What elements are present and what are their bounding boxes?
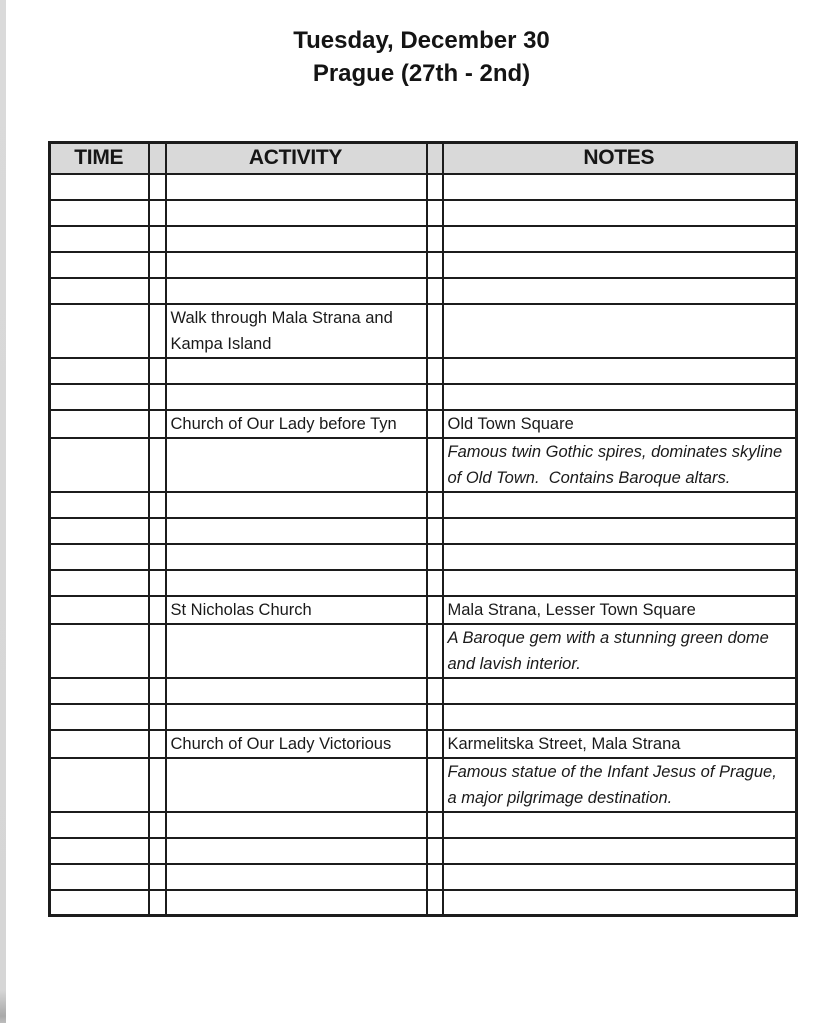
spacer-cell [149, 200, 166, 226]
time-cell [50, 812, 149, 838]
table-row [50, 544, 797, 570]
document-title-location: Prague (27th - 2nd) [312, 60, 531, 87]
page-edge-shadow [0, 0, 6, 1023]
activity-cell [166, 200, 427, 226]
activity-cell [166, 570, 427, 596]
spacer-cell [427, 596, 443, 624]
table-row [50, 226, 797, 252]
spacer-cell [149, 624, 166, 678]
table-row [50, 730, 797, 758]
activity-cell: Walk through Mala Strana and Kampa Island [166, 304, 427, 358]
spacer-cell [149, 438, 166, 492]
time-cell [50, 438, 149, 492]
notes-cell [443, 304, 797, 358]
notes-cell: Famous twin Gothic spires, dominates skyline of Old Town. Contains Baroque altars. [443, 438, 797, 492]
column-header-notes: NOTES [443, 143, 797, 174]
activity-cell [166, 438, 427, 492]
spacer-cell [427, 518, 443, 544]
spacer-cell [149, 890, 166, 916]
notes-cell [443, 812, 797, 838]
spacer-cell [427, 492, 443, 518]
header-spacer-cell [149, 143, 166, 174]
time-cell [50, 544, 149, 570]
table-row [50, 438, 797, 492]
spacer-cell [149, 174, 166, 200]
time-cell [50, 200, 149, 226]
time-cell [50, 174, 149, 200]
activity-cell [166, 812, 427, 838]
time-cell [50, 492, 149, 518]
activity-cell [166, 758, 427, 812]
table-row [50, 174, 797, 200]
activity-cell [166, 838, 427, 864]
time-cell [50, 358, 149, 384]
spacer-cell [427, 410, 443, 438]
notes-cell: Mala Strana, Lesser Town Square [443, 596, 797, 624]
time-cell [50, 730, 149, 758]
table-row [50, 678, 797, 704]
spacer-cell [427, 730, 443, 758]
notes-cell [443, 174, 797, 200]
table-row [50, 838, 797, 864]
notes-cell [443, 200, 797, 226]
spacer-cell [149, 678, 166, 704]
spacer-cell [149, 730, 166, 758]
activity-cell [166, 624, 427, 678]
activity-cell: Church of Our Lady before Tyn [166, 410, 427, 438]
spacer-cell [149, 492, 166, 518]
time-cell [50, 624, 149, 678]
spacer-cell [427, 624, 443, 678]
time-cell [50, 704, 149, 730]
spacer-cell [149, 838, 166, 864]
notes-cell [443, 226, 797, 252]
spacer-cell [149, 410, 166, 438]
column-header-time: TIME [50, 143, 149, 174]
activity-cell: Church of Our Lady Victorious [166, 730, 427, 758]
header-spacer-cell [427, 143, 443, 174]
spacer-cell [427, 704, 443, 730]
activity-cell [166, 358, 427, 384]
table-row [50, 304, 797, 358]
spacer-cell [149, 278, 166, 304]
time-cell [50, 304, 149, 358]
table-row [50, 252, 797, 278]
time-cell [50, 570, 149, 596]
spacer-cell [149, 358, 166, 384]
notes-cell [443, 384, 797, 410]
table-row [50, 278, 797, 304]
time-cell [50, 410, 149, 438]
notes-cell: Famous statue of the Infant Jesus of Prague, a major pilgrimage destination. [443, 758, 797, 812]
notes-cell: A Baroque gem with a stunning green dome and lavish interior. [443, 624, 797, 678]
table-row [50, 624, 797, 678]
time-cell [50, 278, 149, 304]
time-cell [50, 384, 149, 410]
time-cell [50, 518, 149, 544]
spacer-cell [427, 570, 443, 596]
spacer-cell [427, 438, 443, 492]
activity-cell [166, 518, 427, 544]
activity-cell [166, 864, 427, 890]
spacer-cell [149, 226, 166, 252]
time-cell [50, 596, 149, 624]
spacer-cell [149, 384, 166, 410]
notes-cell [443, 278, 797, 304]
spacer-cell [427, 200, 443, 226]
activity-cell [166, 890, 427, 916]
notes-cell [443, 890, 797, 916]
time-cell [50, 678, 149, 704]
activity-cell [166, 492, 427, 518]
column-header-activity: ACTIVITY [166, 143, 427, 174]
notes-cell [443, 358, 797, 384]
spacer-cell [427, 758, 443, 812]
time-cell [50, 226, 149, 252]
notes-cell [443, 570, 797, 596]
notes-cell [443, 678, 797, 704]
itinerary-table [48, 141, 798, 917]
notes-cell [443, 492, 797, 518]
spacer-cell [149, 758, 166, 812]
table-row [50, 410, 797, 438]
notes-cell [443, 838, 797, 864]
activity-cell [166, 384, 427, 410]
activity-cell [166, 252, 427, 278]
time-cell [50, 758, 149, 812]
notes-cell [443, 704, 797, 730]
notes-cell: Karmelitska Street, Mala Strana [443, 730, 797, 758]
spacer-cell [427, 544, 443, 570]
spacer-cell [149, 544, 166, 570]
itinerary-table-body [50, 174, 797, 916]
activity-cell [166, 544, 427, 570]
spacer-cell [427, 384, 443, 410]
spacer-cell [427, 304, 443, 358]
activity-cell [166, 226, 427, 252]
table-row [50, 758, 797, 812]
notes-cell [443, 864, 797, 890]
spacer-cell [427, 278, 443, 304]
spacer-cell [427, 678, 443, 704]
spacer-cell [149, 596, 166, 624]
notes-cell [443, 544, 797, 570]
spacer-cell [427, 812, 443, 838]
table-row [50, 200, 797, 226]
spacer-cell [149, 518, 166, 544]
table-row [50, 570, 797, 596]
activity-cell: St Nicholas Church [166, 596, 427, 624]
notes-cell [443, 518, 797, 544]
activity-cell [166, 174, 427, 200]
document-title-date: Tuesday, December 30 [293, 27, 550, 54]
spacer-cell [427, 358, 443, 384]
spacer-cell [149, 570, 166, 596]
activity-cell [166, 278, 427, 304]
activity-cell [166, 678, 427, 704]
table-row [50, 358, 797, 384]
notes-cell: Old Town Square [443, 410, 797, 438]
spacer-cell [427, 890, 443, 916]
spacer-cell [149, 704, 166, 730]
spacer-cell [149, 304, 166, 358]
table-row [50, 596, 797, 624]
table-row [50, 384, 797, 410]
spacer-cell [149, 864, 166, 890]
time-cell [50, 890, 149, 916]
table-header-row [50, 143, 797, 174]
table-row [50, 890, 797, 916]
table-row [50, 864, 797, 890]
time-cell [50, 864, 149, 890]
spacer-cell [427, 838, 443, 864]
spacer-cell [427, 174, 443, 200]
table-row [50, 518, 797, 544]
spacer-cell [427, 252, 443, 278]
table-row [50, 812, 797, 838]
time-cell [50, 838, 149, 864]
table-row [50, 704, 797, 730]
activity-cell [166, 704, 427, 730]
document-title [48, 24, 795, 90]
notes-cell [443, 252, 797, 278]
spacer-cell [427, 226, 443, 252]
table-row [50, 492, 797, 518]
time-cell [50, 252, 149, 278]
spacer-cell [149, 812, 166, 838]
spacer-cell [149, 252, 166, 278]
spacer-cell [427, 864, 443, 890]
